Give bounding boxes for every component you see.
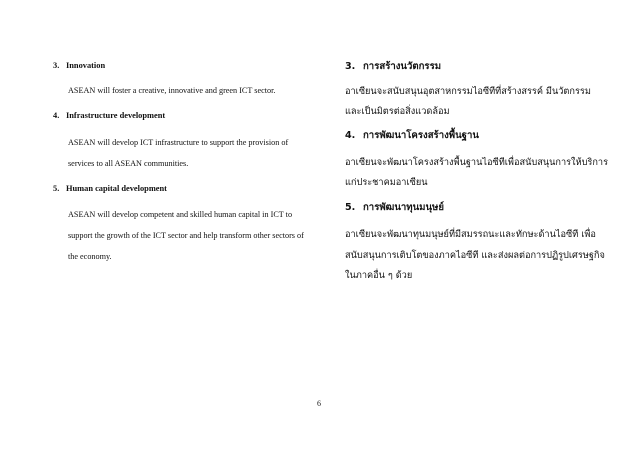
section-text-line: ในภาคอื่น ๆ ด้วย <box>345 270 413 281</box>
section-text-line: the economy. <box>68 252 112 261</box>
section-heading-infrastructure: 4. Infrastructure development <box>53 111 166 120</box>
section-text-line: support the growth of the ICT sector and help transform other sectors of <box>68 231 304 240</box>
section-heading-innovation-thai: 3. การสร้างนวัตกรรม <box>345 61 442 72</box>
section-text-line: ASEAN will foster a creative, innovative and green ICT sector. <box>68 86 276 95</box>
section-heading-human-capital: 5. Human capital development <box>53 184 167 193</box>
section-text-line: อาเซียนจะพัฒนาทุนมนุษย์ที่มีสมรรถนะและทักษะด้านไอซีที เพื่อ <box>345 229 596 240</box>
section-text-line: สนับสนุนการเติบโตของภาคไอซีที และส่งผลต่อการปฏิรูปเศรษฐกิจ <box>345 250 605 261</box>
section-heading-innovation: 3. Innovation <box>53 61 106 70</box>
section-heading-human-capital-thai: 5. การพัฒนาทุนมนุษย์ <box>345 202 444 213</box>
section-text-line: อาเซียนจะสนับสนุนอุตสาหกรรมไอซีทีที่สร้างสรรค์ มีนวัตกรรม <box>345 86 591 97</box>
section-text-line: แก่ประชาคมอาเซียน <box>345 177 428 188</box>
section-text-line: ASEAN will develop competent and skilled human capital in ICT to <box>68 210 293 219</box>
section-text-line: และเป็นมิตรต่อสิ่งแวดล้อม <box>345 106 450 117</box>
page-number: 6 <box>317 399 321 408</box>
section-text-line: services to all ASEAN communities. <box>68 159 189 168</box>
section-heading-infrastructure-thai: 4. การพัฒนาโครงสร้างพื้นฐาน <box>345 130 479 141</box>
section-text-line: ASEAN will develop ICT infrastructure to support the provision of <box>68 138 289 147</box>
section-text-line: อาเซียนจะพัฒนาโครงสร้างพื้นฐานไอซีทีเพื่อสนับสนุนการให้บริการ <box>345 157 609 168</box>
